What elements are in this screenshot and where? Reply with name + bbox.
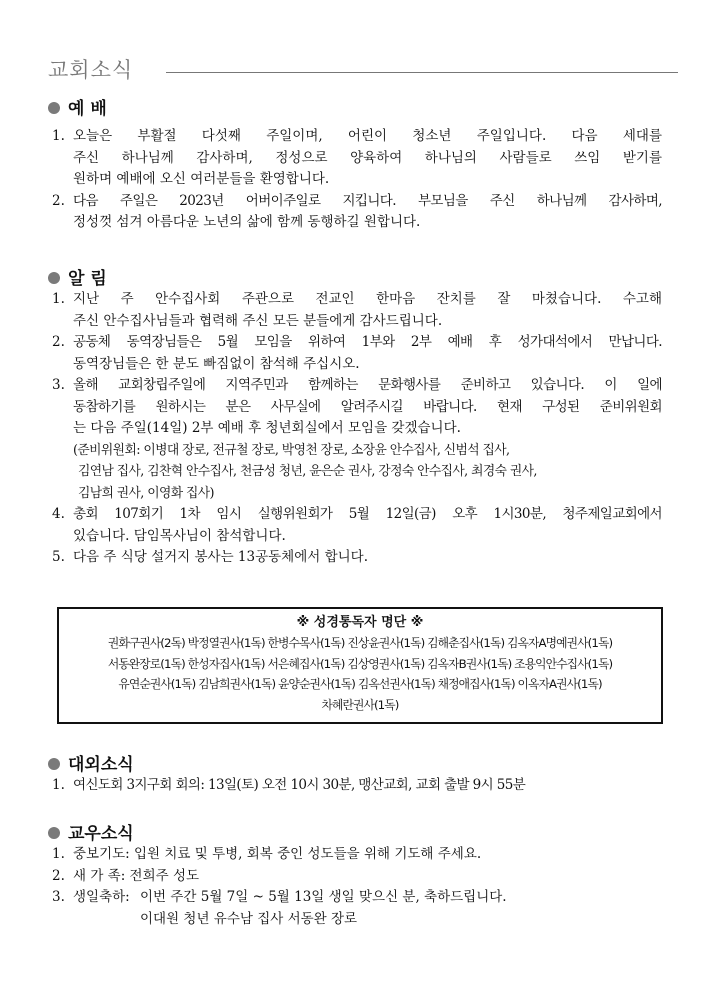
item-line: 정성껏 섬겨 아름다운 노년의 삶에 함께 동행하길 원합니다. xyxy=(73,214,421,230)
item-text: 중보기도: 입원 치료 및 투병, 회복 중인 성도들을 위해 기도해 주세요. xyxy=(73,846,482,862)
section-heading-external xyxy=(48,750,134,775)
section-heading-notices xyxy=(48,264,107,289)
item-number: 1. xyxy=(52,291,65,307)
item-number: 5. xyxy=(52,549,65,565)
list-item xyxy=(52,126,662,191)
item-line: 주신 하나님께 감사하며, 정성으로 양육하여 하나님의 사람들로 쓰임 받기를 xyxy=(73,149,662,166)
section-heading-worship xyxy=(48,94,107,119)
worship-list xyxy=(52,126,662,234)
circle-bullet-icon xyxy=(48,827,60,839)
item-line: 주신 안수집사님들과 협력해 주신 모든 분들에게 감사드립니다. xyxy=(73,312,443,329)
committee-members xyxy=(73,440,662,505)
list-item xyxy=(52,887,662,930)
item-line: 다음 주일은 2023년 어버이주일로 지킵니다. 부모님을 주신 하나님께 감사하며, xyxy=(73,192,662,209)
item-number: 2. xyxy=(52,192,65,209)
section-heading-members xyxy=(48,819,134,844)
gospel-readers-line: 차혜란권사(1독) xyxy=(321,697,399,712)
gospel-readers-line: 권화구권사(2독) 박정열권사(1독) 한병수목사(1독) 진상윤권사(1독) 김해춘집사(1독) 김옥자A명예권사(1독) xyxy=(107,636,613,650)
item-number: 1. xyxy=(52,846,65,862)
page-title: 교회소식 xyxy=(48,58,134,82)
item-text: 새 가 족: 전희주 성도 xyxy=(73,867,200,884)
item-number: 3. xyxy=(52,889,65,905)
item-number: 2. xyxy=(52,334,65,350)
gospel-readers-box xyxy=(57,607,663,724)
item-line: 올해 교회창립주일에 지역주민과 함께하는 문화행사를 준비하고 있습니다. 이 일에 xyxy=(73,377,662,393)
external-list xyxy=(52,775,662,797)
item-line: 는 다음 주일(14일) 2부 예배 후 청년회실에서 모임을 갖겠습니다. xyxy=(73,420,461,436)
section-title: 알 림 xyxy=(68,269,107,289)
list-item xyxy=(52,844,662,866)
gospel-readers-title: ※ 성경통독자 명단 ※ xyxy=(296,615,424,630)
item-line: 이대원 청년 유수남 집사 서동완 장로 xyxy=(140,910,358,927)
item-line: 이번 주간 5월 7일 ~ 5월 13일 생일 맞으신 분, 축하드립니다. xyxy=(140,889,507,905)
item-label: 생일축하: xyxy=(73,889,130,905)
committee-line: (준비위원회: 이병대 장로, 전규철 장로, 박영천 장로, 소장윤 안수집사, 신범석 집사, xyxy=(73,442,510,458)
list-item xyxy=(52,547,662,569)
item-line: 원하며 예배에 오신 여러분들을 환영합니다. xyxy=(73,171,330,187)
gospel-readers-line: 서동완장로(1독) 한성자집사(1독) 서은혜집사(1독) 김상영권사(1독) 김옥자B권사(1독) 조용익안수집사(1독) xyxy=(107,656,613,671)
list-item xyxy=(52,504,662,547)
section-title: 교우소식 xyxy=(68,824,134,844)
members-list xyxy=(52,844,662,930)
item-line: 공동체 동역장님들은 5월 모임을 위하여 1부와 2부 예배 후 성가대석에서 만납니다. xyxy=(73,334,662,350)
item-line: 동역장님들은 한 분도 빠짐없이 참석해 주십시오. xyxy=(73,355,360,372)
list-item xyxy=(52,775,662,797)
list-item xyxy=(52,289,662,332)
section-title: 대외소식 xyxy=(68,755,134,775)
item-line: 총회 107회기 1차 임시 실행위원회가 5월 12일(금) 오후 1시30분, 청주제일교회에서 xyxy=(73,506,662,522)
circle-bullet-icon xyxy=(48,758,60,770)
item-line: 오늘은 부활절 다섯째 주일이며, 어린이 청소년 주일입니다. 다음 세대를 xyxy=(73,128,662,144)
list-item xyxy=(52,866,662,888)
item-number: 4. xyxy=(52,506,65,522)
committee-line: 김남희 권사, 이영화 집사) xyxy=(78,485,214,501)
page-header xyxy=(48,52,678,86)
circle-bullet-icon xyxy=(48,102,60,114)
item-number: 1. xyxy=(52,128,65,144)
section-title: 예 배 xyxy=(68,99,107,119)
committee-line: 김연남 집사, 김찬혁 안수집사, 천금성 청년, 윤은순 권사, 강정숙 안수집사, 최경숙 권사, xyxy=(78,464,537,479)
list-item xyxy=(52,375,662,504)
header-rule xyxy=(166,72,678,73)
item-line: 있습니다. 담임목사님이 참석합니다. xyxy=(73,527,286,544)
gospel-readers-line: 유연순권사(1독) 김남희권사(1독) 윤양순권사(1독) 김옥선권사(1독) 채정애집사(1독) 이옥자A권사(1독) xyxy=(118,677,602,691)
list-item xyxy=(52,332,662,375)
item-number: 2. xyxy=(52,867,65,884)
item-line: 다음 주 식당 설거지 봉사는 13공동체에서 합니다. xyxy=(73,549,368,565)
item-line: 지난 주 안수집사회 주관으로 전교인 한마음 잔치를 잘 마쳤습니다. 수고해 xyxy=(73,291,662,307)
circle-bullet-icon xyxy=(48,272,60,284)
item-line: 동참하기를 원하시는 분은 사무실에 알려주시길 바랍니다. 현재 구성된 준비위원회 xyxy=(73,398,662,415)
item-number: 3. xyxy=(52,377,65,393)
list-item xyxy=(52,191,662,234)
item-text: 여신도회 3지구회 회의: 13일(토) 오전 10시 30분, 맹산교회, 교회 출발 9시 55분 xyxy=(73,777,526,793)
notices-list xyxy=(52,289,662,569)
item-number: 1. xyxy=(52,777,65,793)
